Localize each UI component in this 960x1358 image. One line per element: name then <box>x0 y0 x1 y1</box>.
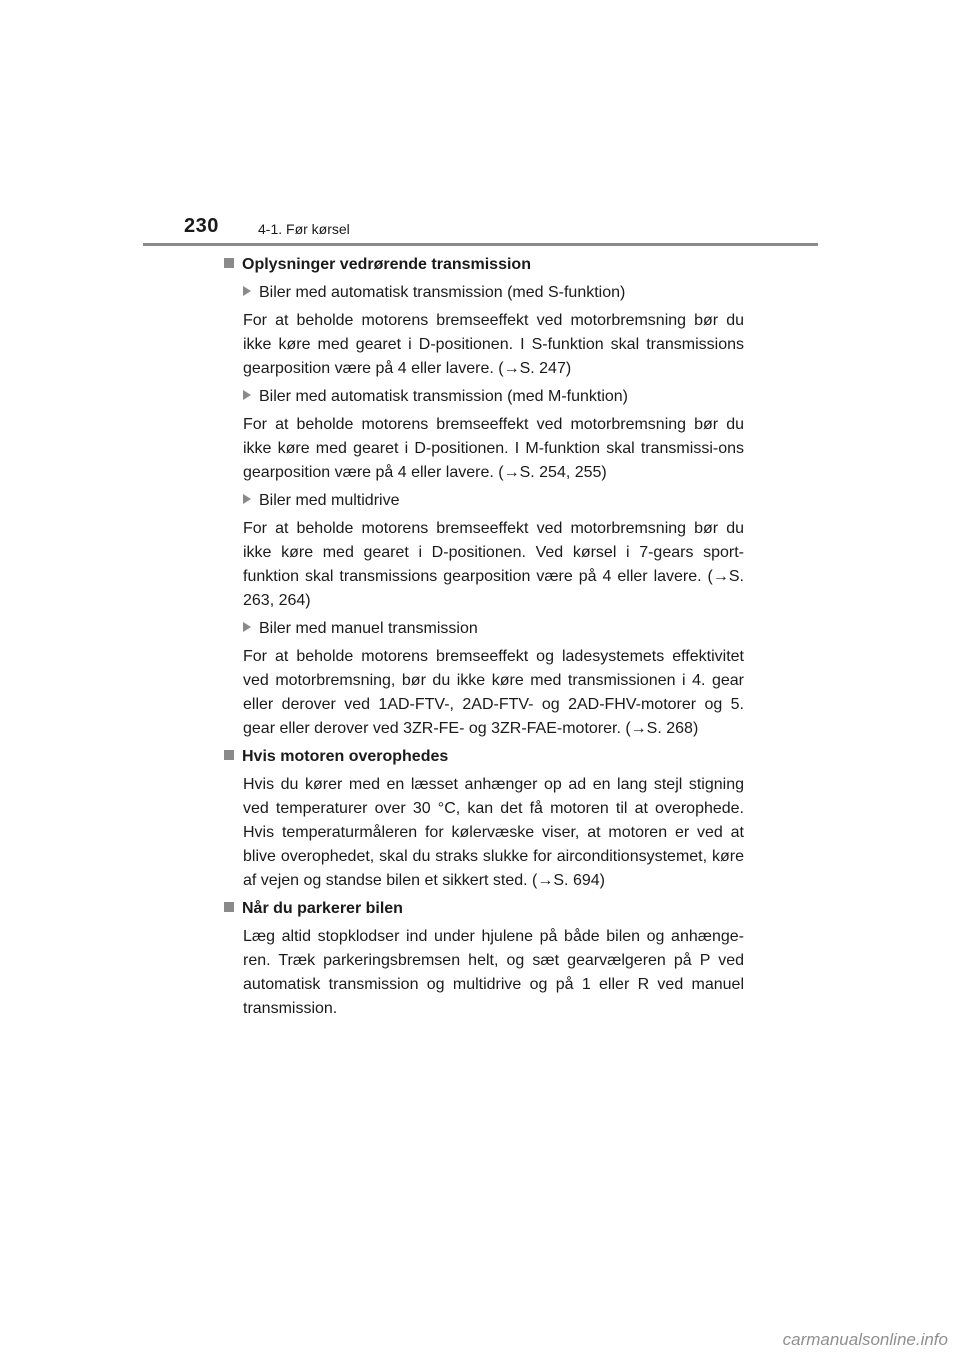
section-transmission <box>224 253 744 741</box>
watermark: carmanualsonline.info <box>782 1330 948 1349</box>
subsection-heading <box>224 489 744 513</box>
triangle-bullet-icon <box>243 622 251 632</box>
square-bullet-icon <box>224 750 234 760</box>
subsection-heading <box>224 385 744 409</box>
paragraph: For at beholde motorens bremseeffekt og ladesystemets effektivitet ved motorbremsning, bør du ikke køre med transmissionen i 4. gear eller derover ved 1AD-FTV-, 2AD-FTV- og 2AD-FHV-motorer og 5. gear eller derover ved 3ZR-FE- og 3ZR-FAE-motorer. (→S. 268) <box>243 648 744 737</box>
paragraph: For at beholde motorens bremseeffekt ved motorbremsning bør du ikke køre med gearet i D-positionen. Ved kørsel i 7-gears sport-funktion skal transmissions gearposition være på 4 eller lavere. (→S. 263, 264) <box>243 520 744 609</box>
page-content <box>224 253 744 1025</box>
triangle-bullet-icon <box>243 390 251 400</box>
subsection <box>224 617 744 741</box>
section-parking <box>224 897 744 1021</box>
section-heading-text: Når du parkerer bilen <box>242 900 403 917</box>
paragraph: For at beholde motorens bremseeffekt ved motorbremsning bør du ikke køre med gearet i D-positionen. I M-funktion skal transmissi-ons gearposition være på 4 eller lavere. (→S. 254, 255) <box>243 416 744 481</box>
section-heading-text: Hvis motoren overophedes <box>242 748 449 765</box>
section-heading <box>224 745 744 769</box>
triangle-bullet-icon <box>243 286 251 296</box>
subsection-heading-text: Biler med multidrive <box>259 492 400 509</box>
section-heading <box>224 253 744 277</box>
paragraph: For at beholde motorens bremseeffekt ved motorbremsning bør du ikke køre med gearet i D-positionen. I S-funktion skal transmissions gearposition være på 4 eller lavere. (→S. 247) <box>243 312 744 377</box>
subsection-heading-text: Biler med automatisk transmission (med M-funktion) <box>259 388 629 405</box>
triangle-bullet-icon <box>243 494 251 504</box>
section-heading-text: Oplysninger vedrørende transmission <box>242 256 531 273</box>
section-overheating <box>224 745 744 893</box>
subsection <box>224 281 744 381</box>
square-bullet-icon <box>224 258 234 268</box>
subsection-heading <box>224 281 744 305</box>
paragraph: Læg altid stopklodser ind under hjulene på både bilen og anhænge-ren. Træk parkeringsbremsen helt, og sæt gearvælgeren på P ved automatisk transmission og multidrive og på 1 eller R ved manuel transmission. <box>243 928 744 1017</box>
section-heading <box>224 897 744 921</box>
subsection-heading <box>224 617 744 641</box>
subsection <box>224 385 744 485</box>
square-bullet-icon <box>224 902 234 912</box>
header-divider <box>143 243 818 246</box>
subsection <box>224 489 744 613</box>
section-reference: 4-1. Før kørsel <box>258 221 350 237</box>
subsection-heading-text: Biler med automatisk transmission (med S-funktion) <box>259 284 626 301</box>
page-number: 230 <box>184 215 219 237</box>
paragraph: Hvis du kører med en læsset anhænger op ad en lang stejl stigning ved temperaturer over 30 °C, kan det få motoren til at overophede. Hvis temperaturmåleren for kølervæske viser, at motoren er ved at blive overophedet, skal du straks slukke for airconditionsystemet, køre af vejen og standse bilen et sikkert sted. (→S. 694) <box>243 776 744 889</box>
subsection-heading-text: Biler med manuel transmission <box>259 620 478 637</box>
